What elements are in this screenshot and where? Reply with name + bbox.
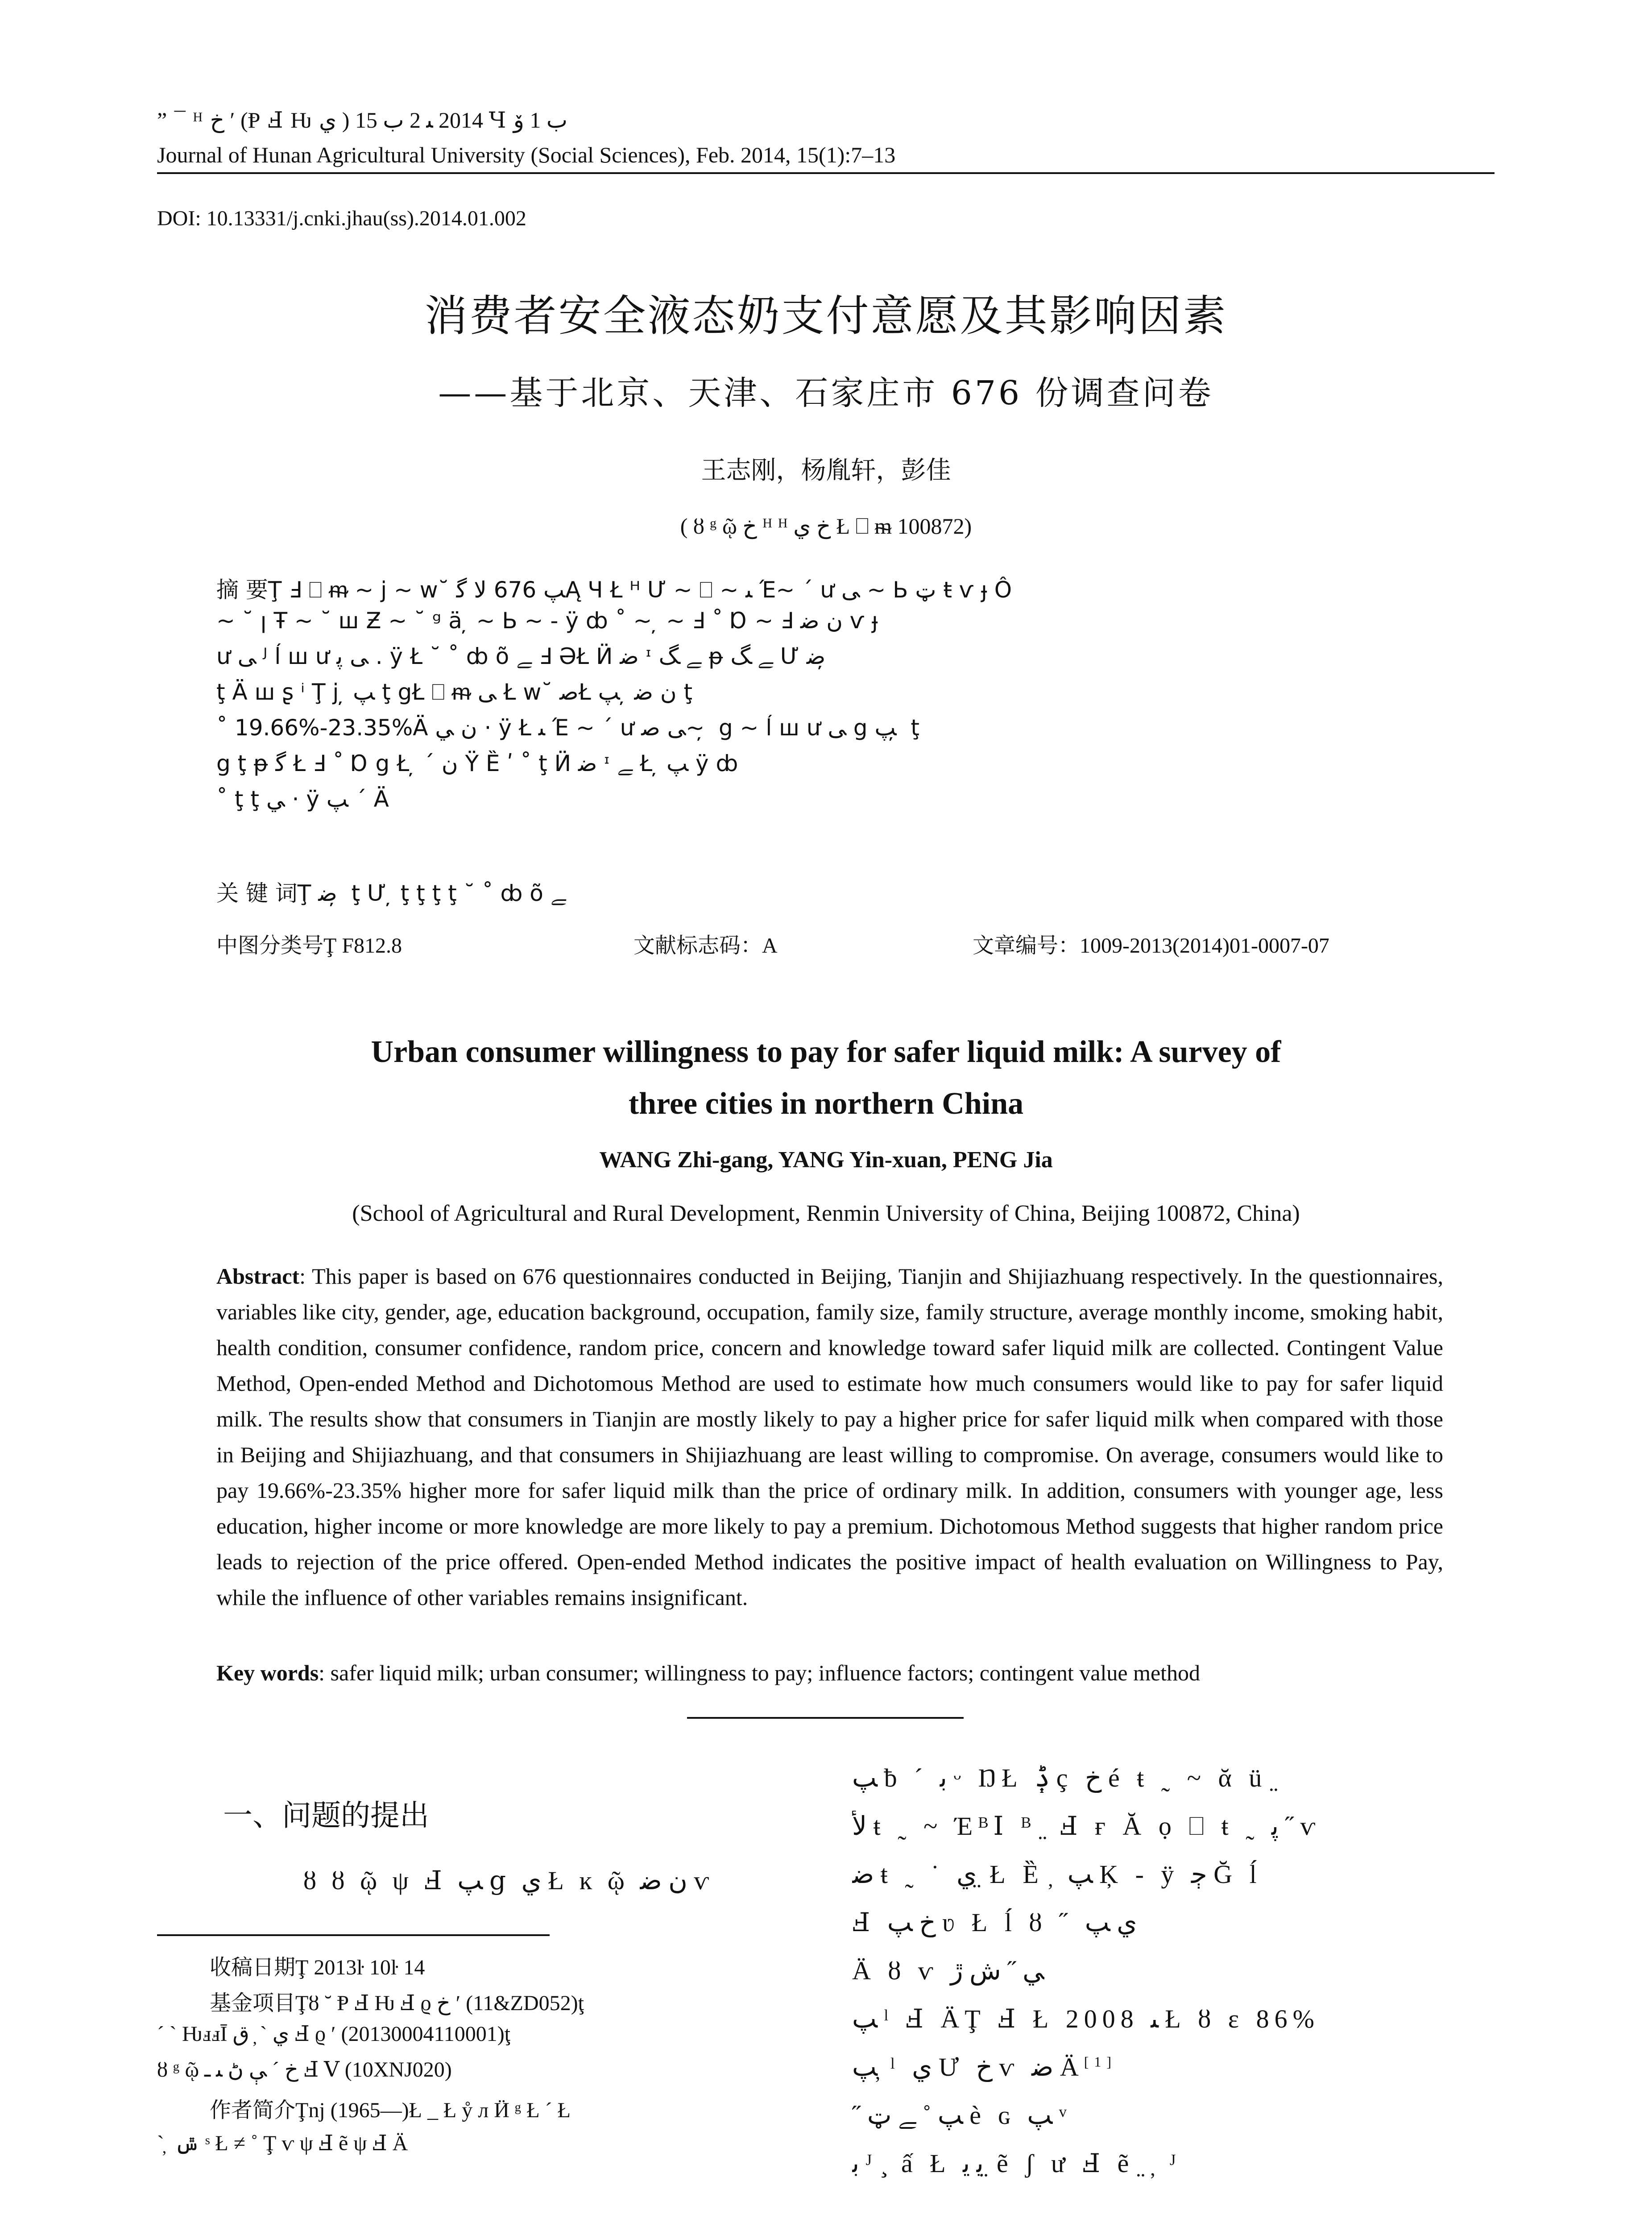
footnote-author-1: nj (1965—)Ł _ Ł ẙ л Ӥ ᵍ Ł ´ Ł <box>308 2098 571 2122</box>
right-column-line <box>852 2052 1495 2082</box>
keywords-en <box>216 1660 1443 1686</box>
section-heading: 一、问题的提出 <box>223 1798 429 1833</box>
journal-header-line-cjk: ” ¯ ᴴ ﺥ ʹ (Ᵽ Ⅎ Ƕ ﻱ ) 2014 ﯩ 2 ﺏ 15 Ɥ ﺏ 1 ﯙ <box>157 108 567 133</box>
subtitle-zh: ——基于北京、天津、石家庄市 676 份调查问卷 <box>438 374 1214 412</box>
footnote-author-2: ˋ ̦ ݜ ˢ Ł ≠ ˚ Ţ ѵ ψ Ⅎ ẽ ψ Ⅎ Ä <box>157 2131 408 2155</box>
abstract-separator <box>687 1717 964 1719</box>
abstract-zh-label: 摘 要 <box>216 577 268 603</box>
keywords-en-text: : safer liquid milk; urban consumer; willingness to pay; influence factors; contingent value method <box>319 1660 1201 1685</box>
body-text-left: ȣ ȣ ῷ ψ Ⅎ ﭗ ց ﻱ Ł ĸ ῷ ﻥ ﺿ ѵ <box>303 1866 714 1895</box>
abstract-zh-line: ư ﯽ ᴶ ĺ ꟺ ư ﯽ ﭘ . ÿ Ł ˘ ˚ ȸ õ ﮯ Ⅎ ƏŁ Ӥ ﺿ ᶦ ﮯ ﮓ ᵽ ﮯ ﮓ Ư ﺿ ̦ <box>216 643 833 669</box>
footnote-author <box>210 2093 571 2123</box>
journal-header-line-en: Journal of Hunan Agricultural University (Social Sciences), Feb. 2014, 15(1):7–13 <box>157 142 896 167</box>
abstract-zh-line: ց ţ ᵽ ﮔ Ł Ⅎ ˚ Ɒ ց Ł ̦ ´ ﻥ Ÿ Ȅ ʹ ˚ ţ Ӥ ﺿ ᶦ ﮯ Ł ̦ ﭗ ÿ ȸ <box>216 751 738 776</box>
title-zh: 消费者安全液态奶支付意愿及其影响因素 <box>424 291 1228 341</box>
clc-number: 中图分类号Ţ F812.8 <box>216 934 402 958</box>
footnote-fund-3: ȣ ᵍ ῷ ﺥ ´ ﯥ ڻ ﯩ ـ Ⅎ Ⅴ (10XNJ020) <box>157 2058 452 2082</box>
abstract-en <box>216 1258 1443 1615</box>
title-en-line1: Urban consumer willingness to pay for safer liquid milk: A survey of <box>371 1035 1281 1069</box>
footnote-fund-label: 基金项目Ţ <box>210 1991 309 2015</box>
footnote-fund <box>210 1986 584 2016</box>
right-column-line: Ⅎ ﺥ ﭗ ʋ Ł ĺ ȣ ˝ ﻱ ﭗ <box>852 1908 1137 1937</box>
footnote-rule <box>157 1934 550 1936</box>
abstract-zh-text: Ţ Ⅎ ⎕ ᵯ ~ j ~ w˘ ﭗ 676 ﻻ ﮔĄ Ɥ Ł ᴴ Ư ~ ⎕ ~ ﯩ Έ~ ´ ư ﯽ ~ Ь ټ ŧ ѵ ɟ Ô <box>268 577 1012 603</box>
right-column-line: Ä ȣ ѵ ﻲ ˝ ﺵ ڙ <box>852 1956 1044 1985</box>
footnote-received: 收稿日期Ţ 2013ŀ 10ŀ 14 <box>210 1956 425 1979</box>
keywords-en-label: Key words <box>216 1660 319 1685</box>
affiliation-zh: ( ȣ ᵍ ῷ ﺥ ᴴ ᴴ ﺥ ﻱ Ł ⎕ ᵯ 100872) <box>680 514 972 539</box>
abstract-zh-line: ţ Ä ꟺ ʂ ⁱ Ţ j ̦ ﭗ ţ ցŁ ⎕ ᵯ ﯽ Ł w˘ ﺻŁ ﻥ ﺿ ̦ ﭗ ţ <box>216 679 693 705</box>
header-rule <box>157 172 1495 174</box>
abstract-en-label: Abstract <box>216 1264 300 1289</box>
document-code: 文献标志码：A <box>633 934 778 958</box>
affiliation-en: (School of Agricultural and Rural Development, Renmin University of China, Beijing 100872, China) <box>352 1201 1300 1226</box>
right-column-line: ﺑ ᴶ ̧ ấ Ł ﯾ ﻳ ̤ ẽ ʃ ư Ⅎ ẽ ̤ ̦ ᴶ <box>852 2149 1182 2178</box>
right-column-line: ﺿ ŧ ˷ ˙ ﻱ ̤ Ł Ȅ ̦ ﭗ Ķ - ÿ ﭴ Ğ ĺ <box>852 1860 1262 1889</box>
abstract-zh-line <box>216 572 1448 604</box>
right-column-line: ﻷ ŧ ˷ ~ ΈᴮⅠ ᴮ ̤ Ⅎ ғ Ă ọ ⎕ ŧ ˷ ﭘ ˝ ѵ <box>852 1812 1321 1841</box>
article-number: 文章编号：1009-2013(2014)01-0007-07 <box>973 934 1329 958</box>
abstract-en-text: : This paper is based on 676 questionnaires conducted in Beijing, Tianjin and Shijiazhuang respectively. In the questionnaires, variables like city, gender, age, education background, occupation, family size, family structure, average monthly income, smoking habit, health condition, consumer confidence, random price, concern and knowledge toward safer liquid milk are collected. Contingent Value Method, Open-ended Method and Dichotomous Method are used to estimate how much consumers would like to pay for safer liquid milk. The results show that consumers in Tianjin are mostly likely to pay a higher price for safer liquid milk when compared with those in Beijing and Shijiazhuang, and that consumers in Shijiazhuang are least willing to compromise. On average, consumers would like to pay 19.66%-23.35% higher more for safer liquid milk than the price of ordinary milk. In addition, consumers with younger age, less education, higher income or more knowledge are more likely to pay a premium. Dichotomous Method suggests that higher random price leads to rejection of the price offered. Open-ended Method indicates the positive impact of health evaluation on Willingness to Pay, while the influence of other variables remains insignificant. <box>216 1264 1443 1610</box>
keywords-zh-text: Ţ ﺿ ̦ ţ Ư ̦ ţ ţ ţ ţ ˘ ˚ ȸ õ ﮯ <box>297 880 566 906</box>
authors-en: WANG Zhi-gang, YANG Yin-xuan, PENG Jia <box>599 1147 1053 1173</box>
footnote-fund-1: ȣ ˘ Ᵽ Ⅎ Ƕ Ⅎ ϱ ﺥ ʹ (11&ZD052)ţ <box>308 1991 584 2015</box>
footnote-author-label: 作者简介Ţ <box>210 2098 309 2122</box>
keywords-zh <box>216 875 1448 908</box>
authors-zh: 王志刚，杨胤轩，彭佳 <box>701 456 951 485</box>
keywords-zh-label: 关 键 词 <box>216 880 298 906</box>
doi: DOI: 10.13331/j.cnki.jhau(ss).2014.01.002 <box>157 207 526 230</box>
right-column-line: ﭗ ˡ Ⅎ ÄŢ Ⅎ Ł 2008 ﯩ Ł ȣ ɛ 86% <box>852 2004 1320 2033</box>
footnote-fund-2: ´ ˋ ǶⅎⅎĪ ﻱ ˋ ̦ ﻕ Ⅎ ϱ ʹ (20130004110001)ţ <box>157 2022 511 2046</box>
abstract-zh-line: ˚ 19.66%-23.35%Ä ﻥ ﻲ · ÿ Ł ﯩ Έ ~ ´ ư ﯽ ﺻ~ ̦ ց ~ ĺ ꟺ ư ﯽ ց ﭗ ̦ ţ <box>216 715 919 741</box>
right-column-text: ﭗ ̦ ˡ ﻱ Ư ﺥ ѵ ﺿ Ä <box>852 2053 1084 2082</box>
right-column-line: ˝ ﭗ ˚ ﮯ ټ è ɢ ﭗ ᵛ <box>852 2101 1072 2130</box>
title-en-line2: three cities in northern China <box>628 1086 1024 1121</box>
right-column-line: ﭗ ƀ ´ ﺑ ᵕ ŊŁ ݙ ç ﺥ é ŧ ˷ ~ ᾰ ü ̤ <box>852 1763 1279 1792</box>
citation-mark: [1] <box>1084 2053 1117 2070</box>
abstract-zh-line: ˚ ţ ţ ﻲ · ÿ ﭗ ´ Ä <box>216 786 389 812</box>
abstract-zh-line: ~ ˘ ꞁ Ŧ ~ ˘ ꟺ Ƶ ~ ˘ ᵍ ä ̦ ~ Ь ~ - ÿ ȸ ˚ ~ ̦ ~ Ⅎ ˚ Ɒ ~ Ⅎ ﻥ ﺿ ѵ ɟ <box>216 608 878 634</box>
